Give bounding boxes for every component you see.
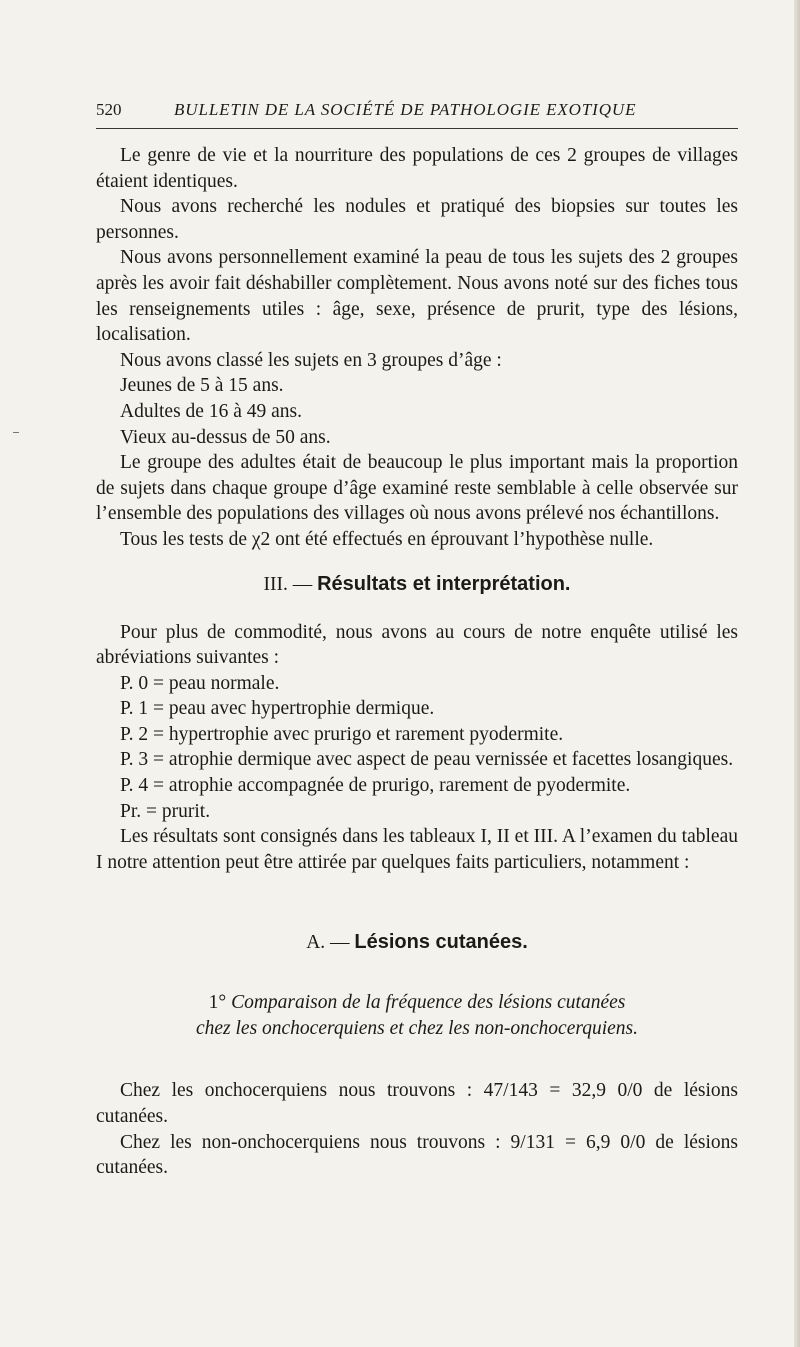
paragraph: Tous les tests de χ2 ont été effectués en éprouvant l’hypothèse nulle. (120, 528, 654, 550)
abbreviation-item: P. 1 = peau avec hypertrophie dermique. (120, 698, 435, 720)
header-rule (96, 128, 738, 129)
article-body (96, 143, 738, 1181)
abbreviation-item: P. 3 = atrophie dermique avec aspect de peau vernissée et facettes losangiques. (120, 749, 734, 771)
sub-subsection-heading (96, 990, 738, 1042)
subsection-title: Lésions cutanées. (354, 931, 528, 954)
subsection-number: A. — (306, 932, 350, 954)
section-heading (96, 573, 738, 596)
age-group-item: Adultes de 16 à 49 ans. (120, 400, 302, 422)
abbreviation-item: Pr. = prurit. (120, 800, 211, 822)
abbreviation-item: P. 0 = peau normale. (120, 672, 280, 694)
age-group-item: Vieux au-dessus de 50 ans. (120, 426, 331, 448)
section-title: Résultats et interprétation. (317, 572, 571, 595)
section-number: III. — (263, 573, 313, 595)
age-group-item: Jeunes de 5 à 15 ans. (120, 375, 284, 397)
sub-subsection-title-line2: chez les onchocerquiens et chez les non-onchocerquiens. (195, 1018, 639, 1040)
sub-subsection-title-line1: Comparaison de la fréquence des lésions cutanées (231, 992, 626, 1014)
scan-edge (794, 0, 800, 1347)
abbreviation-item: P. 4 = atrophie accompagnée de prurigo, rarement de pyodermite. (120, 775, 631, 797)
paragraph: Nous avons recherché les nodules et pratiqué des biopsies sur toutes les personnes. (96, 196, 738, 243)
page-number: 520 (96, 100, 122, 119)
paragraph: Le groupe des adultes était de beaucoup le plus important mais la proportion de sujets dans chaque groupe d’âge examiné reste semblable à celle observée sur l’ensemble des populations des villages où nous avons prélevé nos échantillons. (96, 452, 738, 525)
finding-paragraph: Chez les non-onchocerquiens nous trouvons : 9/131 = 6,9 0/0 de lésions cutanées. (96, 1131, 738, 1179)
paragraph: Le genre de vie et la nourriture des populations de ces 2 groupes de villages étaient identiques. (96, 145, 738, 192)
running-title: BULLETIN DE LA SOCIÉTÉ DE PATHOLOGIE EXOTIQUE (174, 100, 637, 119)
paragraph: Pour plus de commodité, nous avons au cours de notre enquête utilisé les abréviations suivantes : (96, 621, 738, 669)
margin-mark (13, 432, 19, 433)
abbreviation-item: P. 2 = hypertrophie avec prurigo et rarement pyodermite. (120, 723, 564, 745)
subsection-heading (96, 931, 738, 954)
sub-subsection-number: 1° (208, 992, 227, 1014)
page-header (96, 100, 738, 122)
finding-paragraph: Chez les onchocerquiens nous trouvons : 47/143 = 32,9 0/0 de lésions cutanées. (96, 1080, 738, 1128)
paragraph: Nous avons personnellement examiné la peau de tous les sujets des 2 groupes après les avoir fait déshabiller complètement. Nous avons noté sur des fiches tous les renseignements utiles : âge, sexe, présence de prurit, type des lésions, localisation. (96, 247, 738, 346)
paragraph: Les résultats sont consignés dans les tableaux I, II et III. A l’examen du tableau I notre attention peut être attirée par quelques faits particuliers, notamment : (96, 826, 738, 873)
paragraph: Nous avons classé les sujets en 3 groupes d’âge : (120, 349, 502, 371)
